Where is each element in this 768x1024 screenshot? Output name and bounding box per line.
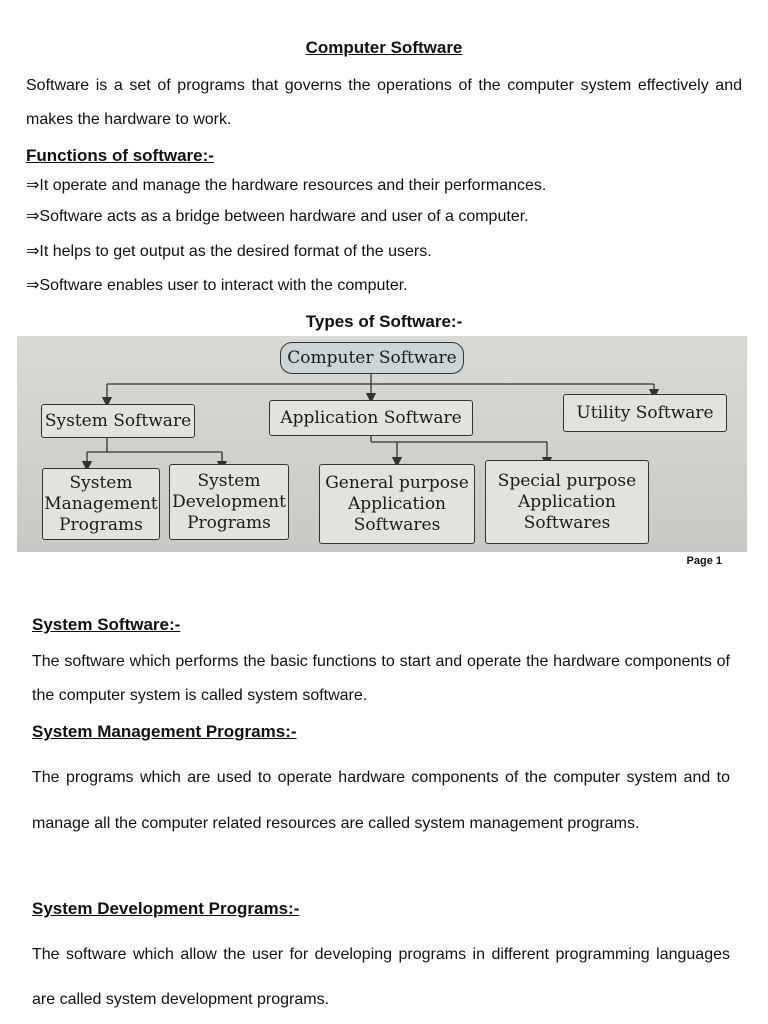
- function-item: ⇒It helps to get output as the desired format of the users.: [26, 243, 432, 260]
- system-management-text: The programs which are used to operate hardware components of the computer system and to manage all the computer related resources are called system management programs.: [32, 769, 730, 832]
- system-software-text: The software which performs the basic functions to start and operate the hardware components of the computer system is called system software.: [32, 653, 730, 704]
- types-heading: Types of Software:-: [305, 312, 463, 331]
- system-management-heading: System Management Programs:-: [32, 722, 297, 741]
- diagram-node-general-purpose: General purpose Application Softwares: [319, 464, 475, 544]
- diagram-node-application-software: Application Software: [269, 400, 473, 436]
- diagram-node-special-purpose: Special purpose Application Softwares: [485, 460, 649, 544]
- system-development-text: The software which allow the user for developing programs in different programming languages are called system development programs.: [32, 946, 730, 1008]
- system-development-heading: System Development Programs:-: [32, 899, 300, 918]
- diagram-node-utility-software: Utility Software: [563, 394, 727, 432]
- software-types-diagram: [17, 336, 747, 552]
- page-title: Computer Software: [305, 38, 463, 57]
- diagram-node-system-software: System Software: [41, 404, 195, 438]
- function-item: ⇒Software enables user to interact with the computer.: [26, 277, 408, 294]
- diagram-node-system-development: System Development Programs: [169, 464, 289, 540]
- system-software-heading: System Software:-: [32, 615, 181, 634]
- diagram-node-computer-software: Computer Software: [280, 342, 464, 374]
- functions-heading: Functions of software:-: [26, 146, 214, 165]
- function-item: ⇒Software acts as a bridge between hardware and user of a computer.: [26, 208, 529, 225]
- page-number: Page 1: [686, 555, 722, 567]
- function-item: ⇒It operate and manage the hardware resources and their performances.: [26, 177, 547, 194]
- diagram-node-system-management: System Management Programs: [42, 468, 160, 540]
- intro-paragraph: Software is a set of programs that governs the operations of the computer system effectively and makes the hardware to work.: [26, 77, 742, 128]
